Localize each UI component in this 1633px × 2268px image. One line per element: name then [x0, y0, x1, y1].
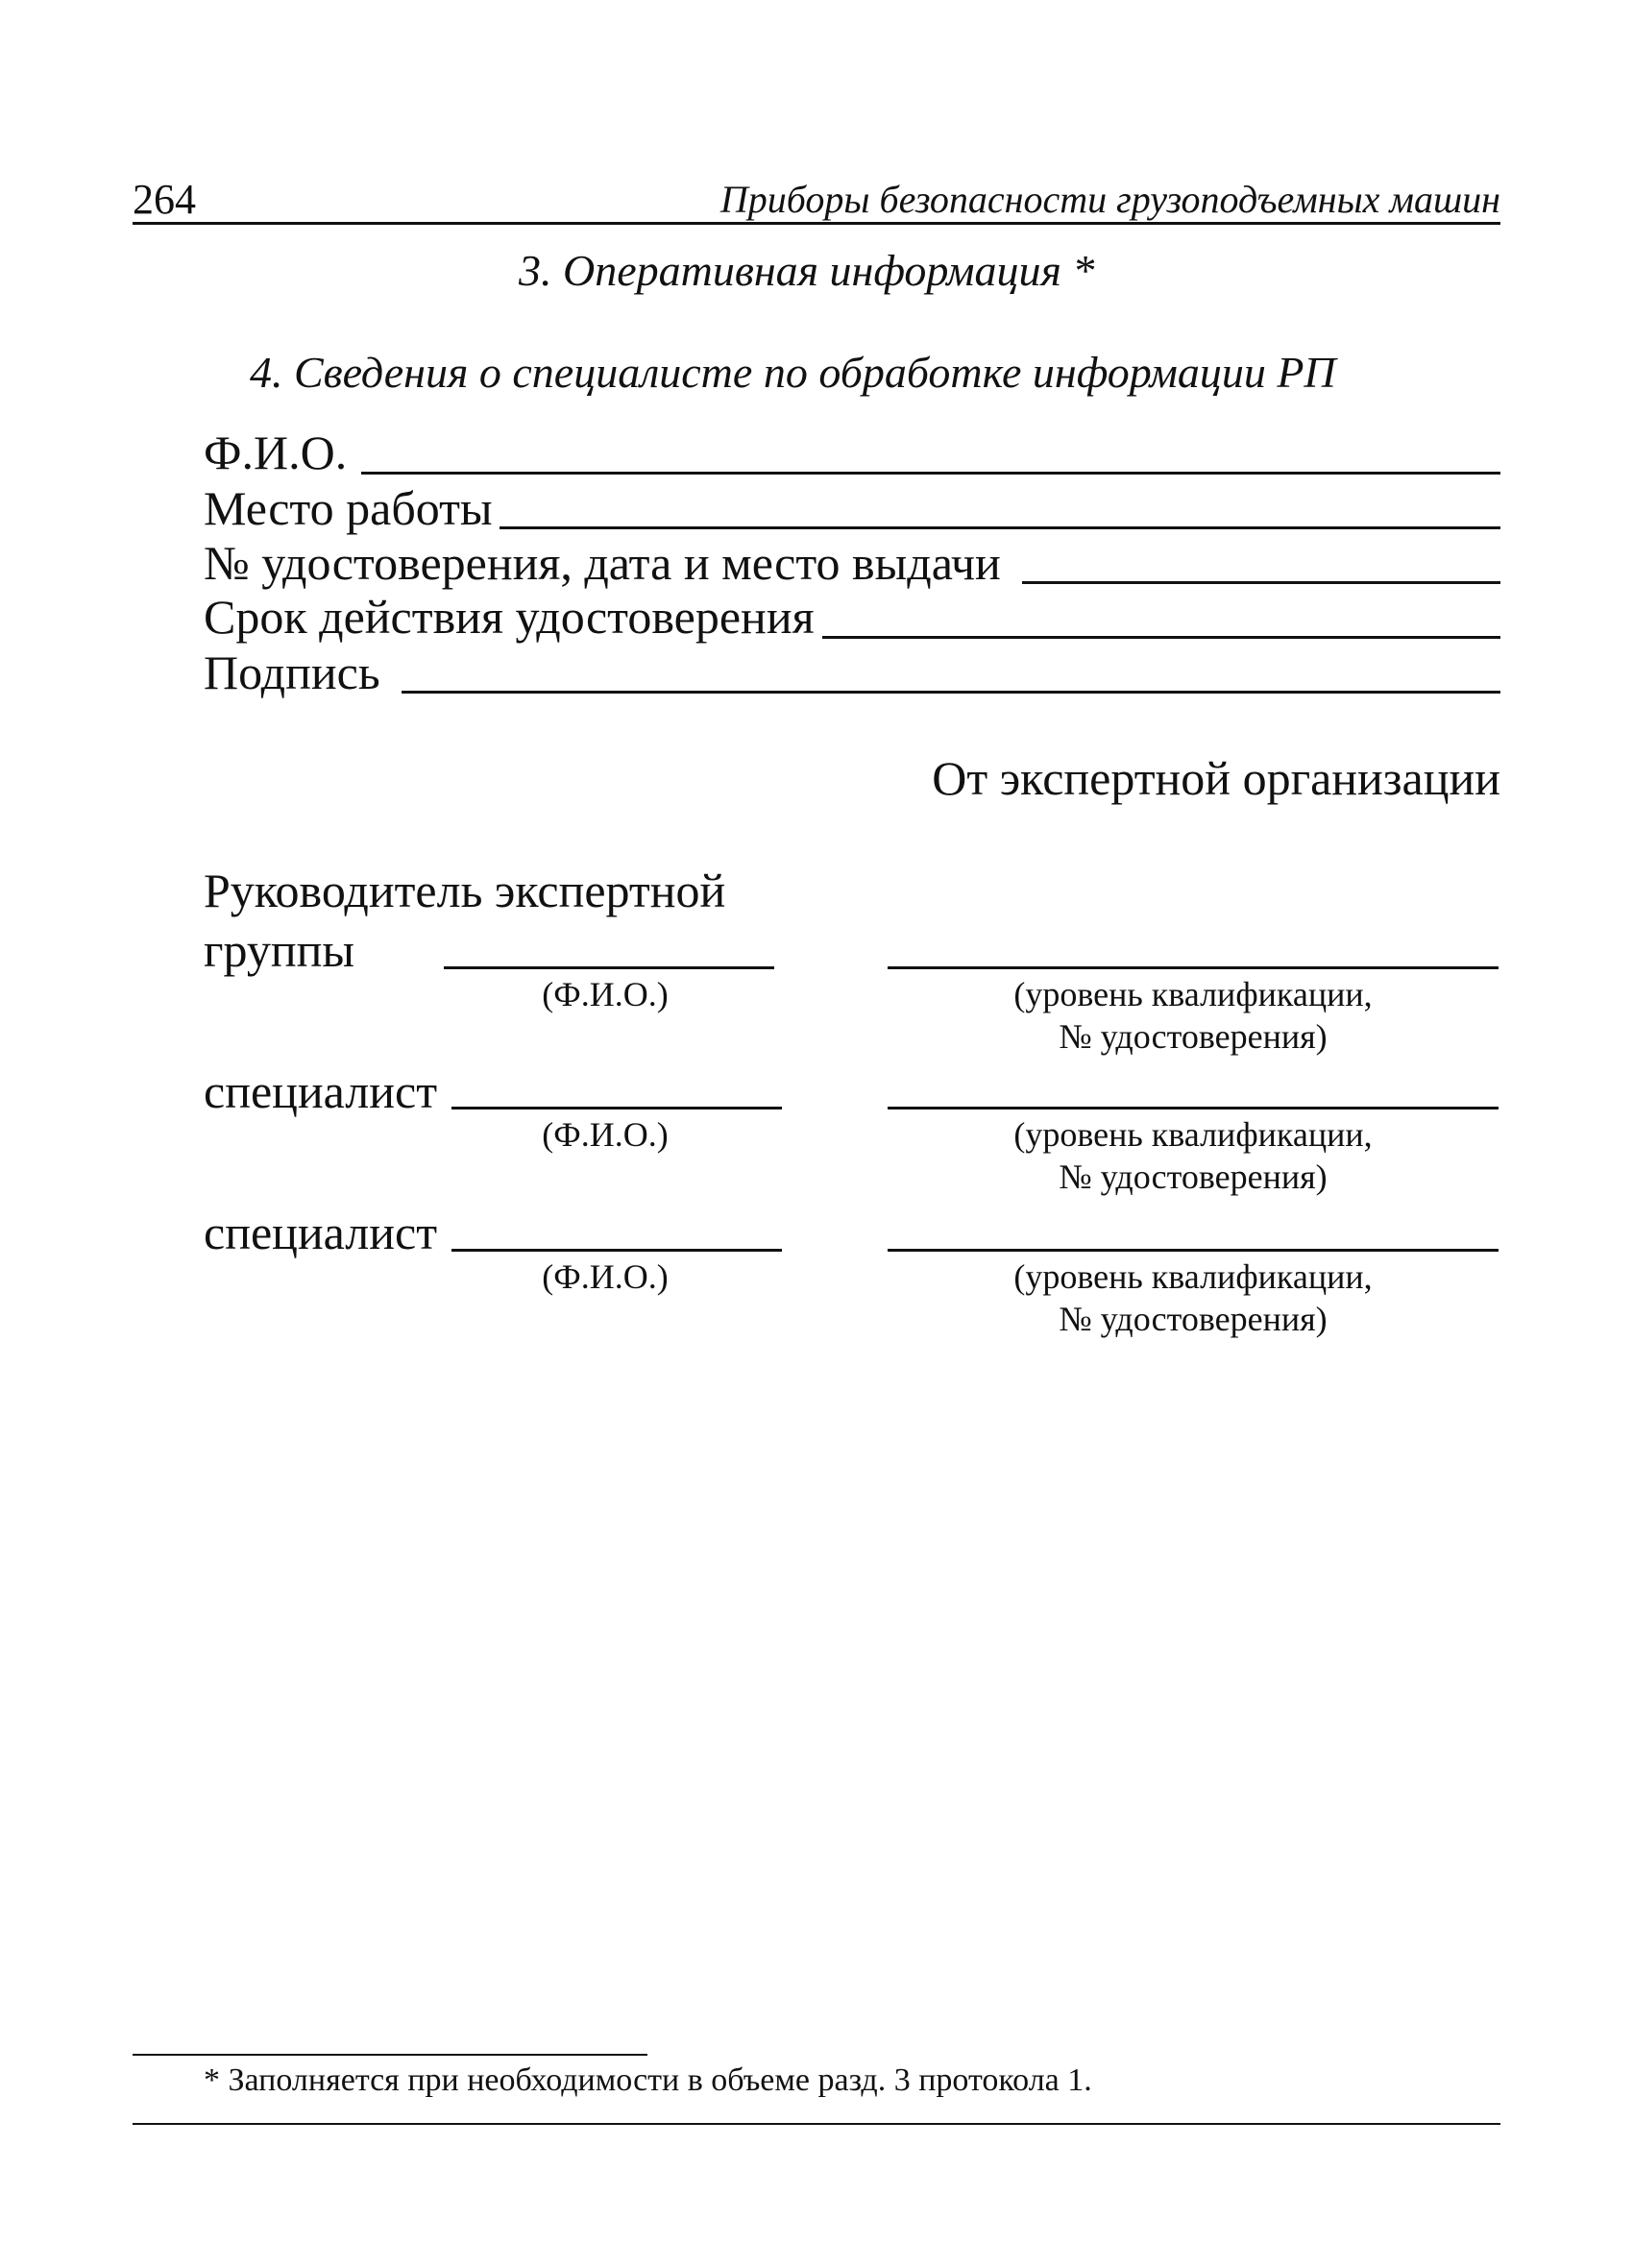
specialist-1-fio-caption: (Ф.И.О.)	[542, 1115, 669, 1154]
group-head-fio-blank-line[interactable]	[444, 966, 774, 969]
group-head-label-continued: группы	[204, 923, 354, 977]
running-title: Приборы безопасности грузоподъемных машин	[719, 178, 1500, 221]
signature-label: Подпись	[204, 646, 380, 699]
footnote-rule	[133, 2054, 647, 2056]
group-head-qualification-blank-line[interactable]	[888, 966, 1499, 969]
specialist-2-fio-caption: (Ф.И.О.)	[542, 1257, 669, 1296]
qualification-caption-line1: (уровень квалификации,	[1013, 1115, 1373, 1154]
certificate-label: № удостоверения, дата и место выдачи	[204, 536, 1001, 590]
qualification-caption-line2: № удостоверения)	[1059, 1300, 1328, 1338]
specialist-1-label: специалист	[204, 1064, 438, 1118]
qualification-caption-line1: (уровень квалификации,	[1013, 1257, 1373, 1296]
validity-blank-line[interactable]	[822, 636, 1500, 639]
specialist-2-qualification-caption	[888, 1256, 1499, 1340]
qualification-caption-line2: № удостоверения)	[1059, 1017, 1328, 1056]
group-head-qualification-caption	[888, 973, 1499, 1058]
specialist-2-fio-blank-line[interactable]	[451, 1249, 782, 1252]
workplace-blank-line[interactable]	[500, 526, 1500, 529]
specialist-2-label: специалист	[204, 1206, 438, 1259]
validity-label: Срок действия удостоверения	[204, 590, 815, 644]
page-number: 264	[133, 176, 196, 223]
specialist-1-qualification-blank-line[interactable]	[888, 1107, 1499, 1110]
specialist-1-qualification-caption	[888, 1113, 1499, 1198]
bottom-rule	[133, 2123, 1500, 2125]
workplace-label: Место работы	[204, 481, 493, 535]
fio-blank-line[interactable]	[361, 472, 1500, 475]
organization-title: От экспертной организации	[932, 751, 1500, 805]
specialist-2-qualification-blank-line[interactable]	[888, 1249, 1499, 1252]
footnote: * Заполняется при необходимости в объеме разд. 3 протокола 1.	[204, 2062, 1092, 2098]
section-4-heading: 4. Сведения о специалисте по обработке информации РП	[250, 348, 1336, 397]
group-head-label: Руководитель экспертной	[204, 864, 726, 917]
group-head-fio-caption: (Ф.И.О.)	[542, 975, 669, 1013]
section-3-heading: 3. Оперативная информация *	[519, 246, 1095, 295]
fio-label: Ф.И.О.	[204, 426, 348, 479]
qualification-caption-line1: (уровень квалификации,	[1013, 975, 1373, 1013]
signature-blank-line[interactable]	[402, 691, 1500, 694]
certificate-blank-line[interactable]	[1022, 581, 1500, 584]
specialist-1-fio-blank-line[interactable]	[451, 1107, 782, 1110]
header-rule	[133, 222, 1500, 225]
qualification-caption-line2: № удостоверения)	[1059, 1158, 1328, 1196]
